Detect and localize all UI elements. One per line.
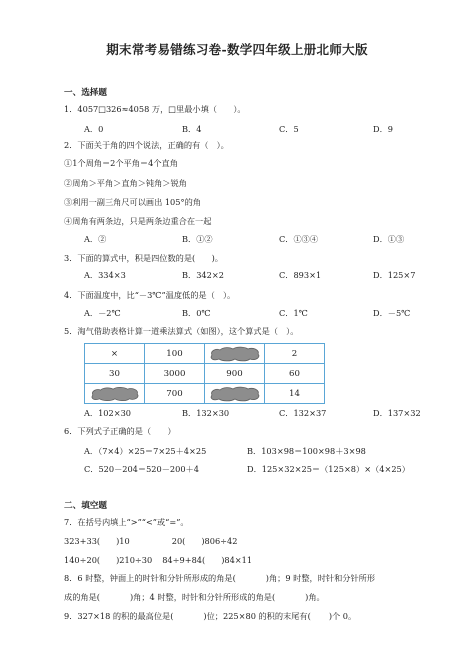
q7-item-2c: 84÷9+84( [162, 555, 206, 565]
table-row [85, 344, 325, 364]
table-cell: 700 [145, 384, 205, 404]
q2-option-c: C．①③④ [279, 234, 319, 244]
q1-option-a: A．0 [84, 124, 104, 134]
table-cell-covered [85, 384, 145, 404]
ink-blot-icon [208, 346, 262, 362]
q9-text-b: )位；225×80 的积的末尾有( [203, 611, 311, 621]
q1-option-b: B．4 [182, 124, 202, 134]
table-cell-covered [205, 344, 265, 364]
q7-item-2d: )84×11 [221, 555, 253, 565]
q5-option-d: D．137×32 [373, 408, 421, 418]
q2-statement-4: ④周角有两条边，只是两条边重合在一起 [64, 216, 212, 226]
question-7: 7．在括号内填上“>”“<”或“=”。 [64, 517, 189, 527]
table-cell: 3000 [145, 364, 205, 384]
table-cell: 30 [85, 364, 145, 384]
question-6: 6．下列式子正确的是（ ） [64, 426, 176, 436]
q9-text-a: 9．327×18 的积的最高位是( [64, 611, 174, 621]
q8-text-2c: )角。 [305, 592, 325, 602]
q8-text-2b: )角；4 时整，时针和分针所形成的角是( [129, 592, 276, 602]
q2-option-b: B．①② [182, 234, 213, 244]
table-cell-covered [205, 384, 265, 404]
q6-option-d: D．125×32×25＝（125×8）×（4×25） [247, 464, 410, 474]
q7-row-1 [64, 536, 237, 546]
q4-option-a: A．－2℃ [84, 308, 121, 318]
multiplication-table [84, 343, 325, 404]
q6-option-a: A．（7×4）×25＝7×25＋4×25 [84, 446, 207, 456]
q6-option-b: B．103×98＝100×98＋3×98 [247, 446, 366, 456]
section-heading-fill: 二、填空题 [64, 501, 107, 511]
q2-option-a: A．② [84, 234, 107, 244]
q4-option-b: B．0℃ [182, 308, 211, 318]
table-row [85, 364, 325, 384]
q5-option-a: A．102×30 [84, 408, 132, 418]
q7-row-2 [64, 555, 252, 565]
q1-option-d: D．9 [373, 124, 393, 134]
ink-blot-icon [208, 386, 262, 402]
question-8-line-2 [64, 592, 325, 603]
q3-option-b: B．342×2 [182, 270, 224, 280]
page-title: 期末常考易错练习卷-数学四年级上册北师大版 [106, 42, 368, 57]
question-1: 1．4057□326≈4058 万，□里最小填（ ）。 [64, 104, 246, 114]
q4-option-c: C．1℃ [279, 308, 308, 318]
q3-option-d: D．125×7 [373, 270, 416, 280]
q5-option-b: B．132×30 [182, 408, 230, 418]
table-cell: 900 [205, 364, 265, 384]
q7-item-2a: 140÷20( [64, 555, 101, 565]
ink-blot-icon [89, 386, 141, 402]
table-cell: 60 [265, 364, 325, 384]
question-2: 2．下面关于角的四个说法，正确的有（ ）。 [64, 140, 229, 150]
table-cell: 14 [265, 384, 325, 404]
q8-text-2a: 成的角是( [64, 592, 100, 602]
q2-statement-1: ①1个周角＝2个平角＝4个直角 [64, 158, 178, 168]
q7-item-1d: )806÷42 [201, 536, 238, 546]
question-9 [64, 611, 356, 622]
table-row [85, 384, 325, 404]
q4-option-d: D．－5℃ [373, 308, 411, 318]
q1-option-c: C．5 [279, 124, 299, 134]
question-5: 5．淘气借助表格计算一道乘法算式（如图），这个算式是（ ）。 [64, 326, 299, 336]
q7-item-1c: 20( [171, 536, 186, 546]
table-cell: 100 [145, 344, 205, 364]
q7-item-1b: )10 [116, 536, 130, 546]
question-8-line-1 [64, 573, 375, 584]
table-cell: 2 [265, 344, 325, 364]
q3-option-c: C．893×1 [279, 270, 322, 280]
q5-option-c: C．132×37 [279, 408, 327, 418]
table-cell: × [85, 344, 145, 364]
q9-text-c: )个 0。 [328, 611, 357, 621]
q3-option-a: A．334×3 [84, 270, 126, 280]
q8-text-1a: 8．6 时整，钟面上的时针和分针所形成的角是( [64, 573, 236, 583]
q7-item-1a: 323+33( [64, 536, 101, 546]
q7-item-2b: )210÷30 [116, 555, 153, 565]
q8-text-1b: )角；9 时整，时针和分针所形 [265, 573, 376, 583]
question-3: 3．下面的算式中，积是四位数的是( )。 [64, 253, 223, 263]
q2-statement-2: ②周角＞平角＞直角＞钝角＞锐角 [64, 178, 187, 188]
q6-option-c: C．520－204＝520－200＋4 [84, 464, 199, 474]
q2-option-d: D．①③ [373, 234, 405, 244]
section-heading-choice: 一、选择题 [64, 88, 107, 98]
question-4: 4．下面温度中，比“－3℃”温度低的是（ ）。 [64, 290, 236, 300]
q2-statement-3: ③利用一副三角尺可以画出 105°的角 [64, 197, 201, 207]
